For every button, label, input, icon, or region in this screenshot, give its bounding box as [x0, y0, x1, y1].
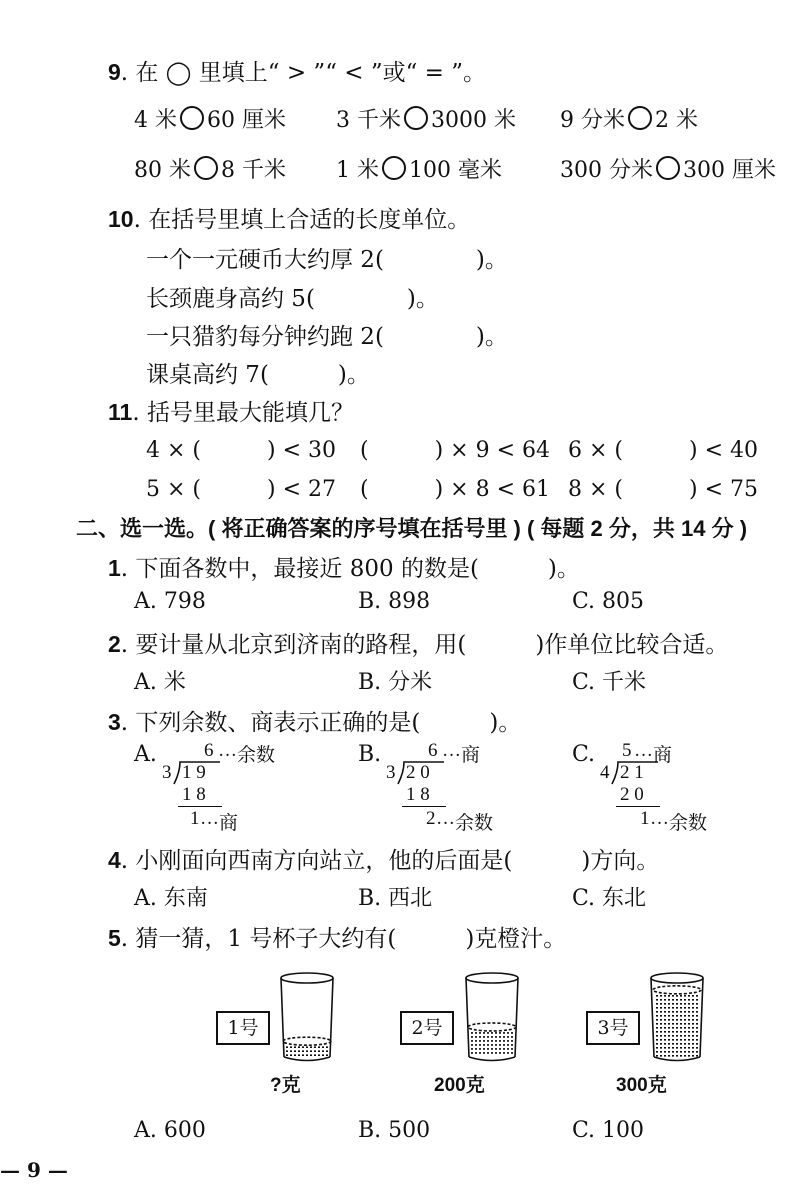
q9-title [108, 54, 486, 87]
choice-5-question: 5. 猜一猜，1 号杯子大约有( )克橙汁。 [108, 925, 567, 952]
cup-3-icon [648, 972, 706, 1064]
blank-circle[interactable] [382, 156, 406, 180]
cup-graphic [651, 973, 703, 1061]
inequality-item: 4 × ( ) < 30 [146, 438, 336, 463]
choice-1-question: 1. 下面各数中，最接近 800 的数是( )。 [108, 555, 580, 582]
choice-1-option-b[interactable]: B. 898 [358, 589, 431, 614]
choice-1-option-a[interactable]: A. 798 [134, 589, 206, 614]
q11-row-2 [0, 472, 800, 502]
compare-item: 4 米 60 厘米 [134, 108, 286, 133]
q9-row-2 [0, 153, 800, 183]
q9-title-text: . 在 ◯ 里填上“ > ”“ < ”或“ = ”。 [120, 60, 487, 86]
page-number: — 9 — [0, 1158, 68, 1182]
compare-item: 9 分米 2 米 [560, 108, 698, 133]
inequality-item: ( ) × 9 < 64 [360, 438, 550, 463]
q11-title [108, 394, 354, 427]
choice-4-option-b[interactable]: B. 西北 [358, 886, 433, 911]
q11-title-text: . 括号里最大能填几？ [132, 400, 354, 426]
q9-number: 9 [108, 59, 121, 85]
cup-3-label: 3号 [586, 1011, 640, 1045]
choice-5-option-a[interactable]: A. 600 [134, 1118, 206, 1143]
q11-row-1 [0, 433, 800, 463]
choice-2-option-a[interactable]: A. 米 [134, 670, 186, 695]
cup-1-label: 1号 [216, 1011, 270, 1045]
cup-1-icon [278, 972, 336, 1064]
q10-title [108, 201, 470, 234]
blank-circle[interactable] [404, 106, 428, 130]
compare-item: 1 米 100 毫米 [336, 158, 502, 183]
division-line [402, 806, 446, 807]
cup-3-caption: 300克 [616, 1075, 667, 1096]
choice-2-option-b[interactable]: B. 分米 [358, 670, 433, 695]
inequality-item: 6 × ( ) < 40 [568, 438, 758, 463]
choice-3-option-c[interactable]: C. [572, 742, 596, 767]
choice-1-option-c[interactable]: C. 805 [572, 589, 645, 614]
section-2-heading: 二、选一选。( 将正确答案的序号填在括号里 ) ( 每题 2 分，共 14 分 ) [76, 516, 748, 541]
cup-graphic [281, 973, 333, 1061]
compare-item: 300 分米 300 厘米 [560, 158, 776, 183]
choice-5-option-b[interactable]: B. 500 [358, 1118, 431, 1143]
choice-4-option-a[interactable]: A. 东南 [134, 886, 208, 911]
inequality-item: 8 × ( ) < 75 [568, 477, 758, 502]
choice-2-option-c[interactable]: C. 千米 [572, 670, 647, 695]
blank-circle[interactable] [628, 106, 652, 130]
choice-3-question: 3. 下列余数、商表示正确的是( )。 [108, 709, 522, 736]
compare-item: 80 米 8 千米 [134, 158, 286, 183]
choice-3-option-a[interactable]: A. [134, 742, 157, 767]
long-division-b: 6 ···商 3 2 0 1 8 2 ···余数 [386, 740, 493, 834]
q10-number: 10 [108, 206, 134, 232]
compare-item: 3 千米 3000 米 [336, 108, 516, 133]
cup-1-caption: ?克 [270, 1075, 301, 1096]
inequality-item: ( ) × 8 < 61 [360, 477, 550, 502]
q10-title-text: . 在括号里填上合适的长度单位。 [133, 207, 471, 233]
blank-circle[interactable] [656, 156, 680, 180]
choice-5-option-c[interactable]: C. 100 [572, 1118, 645, 1143]
cup-graphic [466, 973, 518, 1061]
choice-2-question: 2. 要计量从北京到济南的路程，用( )作单位比较合适。 [108, 631, 729, 658]
q10-item-1: 一个一元硬币大约厚 2( )。 [146, 247, 508, 273]
division-line [616, 806, 660, 807]
blank-circle[interactable] [194, 156, 218, 180]
choice-4-option-c[interactable]: C. 东北 [572, 886, 647, 911]
q10-item-4: 课桌高约 7( )。 [146, 362, 370, 388]
choice-3-option-b[interactable]: B. [358, 742, 382, 767]
long-division-c: 5 ···商 4 2 1 2 0 1 ···余数 [600, 740, 707, 834]
choice-4-question: 4. 小刚面向西南方向站立，他的后面是( )方向。 [108, 847, 660, 874]
q10-item-3: 一只猎豹每分钟约跑 2( )。 [146, 324, 508, 350]
division-line [178, 806, 222, 807]
q9-row-1 [0, 103, 800, 133]
cup-2-caption: 200克 [434, 1075, 485, 1096]
long-division-a: 6 ···余数 3 1 9 1 8 1 ···商 [162, 740, 275, 834]
q10-item-2: 长颈鹿身高约 5( )。 [146, 286, 439, 312]
inequality-item: 5 × ( ) < 27 [146, 477, 336, 502]
q11-number: 11 [108, 399, 133, 425]
cup-2-label: 2号 [400, 1011, 454, 1045]
cup-2-icon [463, 972, 521, 1064]
blank-circle[interactable] [180, 106, 204, 130]
